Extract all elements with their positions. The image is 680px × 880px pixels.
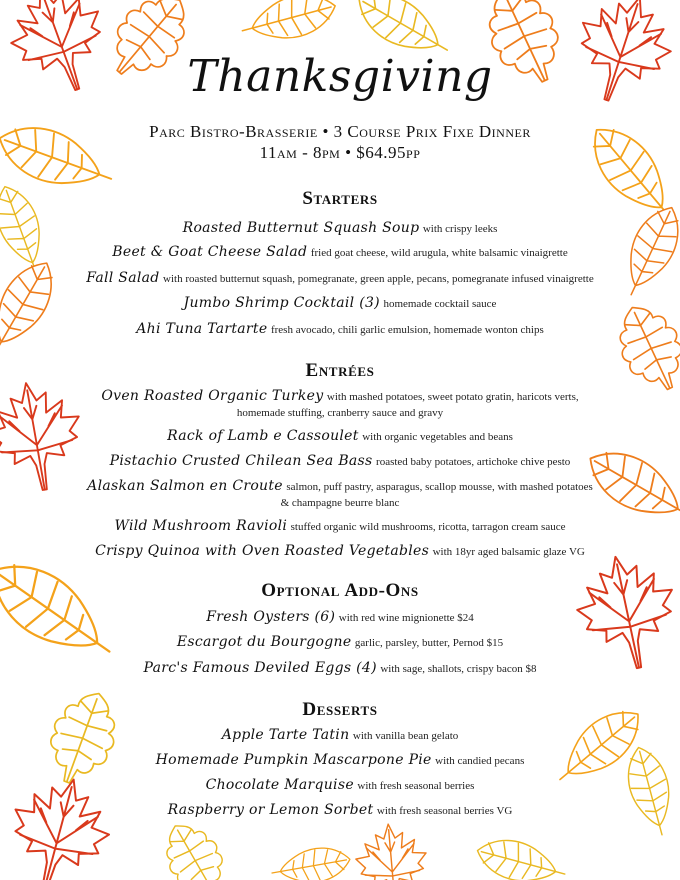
menu-item bbox=[10, 453, 670, 470]
menu-item bbox=[10, 244, 670, 261]
menu-item bbox=[10, 295, 670, 312]
item-description: stuffed organic wild mushrooms, ricotta, tarragon cream sauce bbox=[290, 521, 566, 533]
menu-item bbox=[10, 220, 670, 237]
section-heading-entrees: Entrées bbox=[305, 360, 375, 381]
item-name: Homemade Pumpkin Mascarpone Pie bbox=[155, 752, 432, 768]
item-description: fried goat cheese, wild arugula, white balsamic vinaigrette bbox=[310, 247, 568, 259]
menu-item bbox=[10, 428, 670, 445]
item-name: Parc's Famous Deviled Eggs (4) bbox=[143, 660, 377, 676]
item-name: Ahi Tuna Tartarte bbox=[136, 321, 268, 337]
item-description: roasted baby potatoes, artichoke chive pesto bbox=[376, 456, 571, 468]
section-heading-add-ons: Optional Add-Ons bbox=[261, 580, 419, 601]
menu-item bbox=[10, 388, 670, 421]
item-description: salmon, puff pastry, asparagus, scallop mousse, with mashed potatoes bbox=[286, 481, 593, 493]
item-name: Raspberry or Lemon Sorbet bbox=[167, 802, 374, 818]
menu-item bbox=[10, 634, 670, 651]
section-heading-desserts: Desserts bbox=[302, 699, 378, 720]
item-description: with red wine mignionette $24 bbox=[338, 612, 474, 624]
item-description: with fresh seasonal berries bbox=[357, 780, 475, 792]
menu-item bbox=[10, 777, 670, 794]
menu-item bbox=[10, 270, 670, 287]
item-name: Escargot du Bourgogne bbox=[176, 634, 352, 650]
item-description: with roasted butternut squash, pomegranate, green apple, pecans, pomegranate infused vinaigrette bbox=[163, 273, 594, 285]
item-description: with crispy leeks bbox=[422, 223, 498, 235]
item-name: Alaskan Salmon en Croute bbox=[87, 478, 283, 494]
menu-title: Thanksgiving bbox=[187, 51, 493, 102]
item-description: with vanilla bean gelato bbox=[352, 730, 459, 742]
item-description: with 18yr aged balsamic glaze VG bbox=[432, 546, 585, 558]
menu-item bbox=[10, 518, 670, 535]
menu-item bbox=[10, 321, 670, 338]
menu-item bbox=[10, 802, 670, 819]
item-description: homemade cocktail sauce bbox=[383, 298, 497, 310]
item-description: with mashed potatoes, sweet potato gratin, haricots verts, bbox=[326, 391, 579, 403]
item-name: Fresh Oysters (6) bbox=[206, 609, 336, 625]
menu-item bbox=[10, 543, 670, 560]
menu-item bbox=[10, 660, 670, 677]
hours-price: 11am - 8pm • $64.95pp bbox=[259, 143, 421, 162]
item-description: with organic vegetables and beans bbox=[362, 431, 513, 443]
section-heading-starters: Starters bbox=[302, 188, 378, 209]
restaurant-subtitle: Parc Bistro-Brasserie • 3 Course Prix Fixe Dinner bbox=[149, 122, 531, 141]
item-description-continued: homemade stuffing, cranberry sauce and gravy bbox=[236, 407, 444, 419]
item-description: fresh avocado, chili garlic emulsion, homemade wonton chips bbox=[270, 324, 544, 336]
item-description: with sage, shallots, crispy bacon $8 bbox=[380, 663, 537, 675]
item-description: with fresh seasonal berries VG bbox=[376, 805, 513, 817]
item-name: Crispy Quinoa with Oven Roasted Vegetables bbox=[95, 543, 430, 559]
item-name: Rack of Lamb e Cassoulet bbox=[167, 428, 359, 444]
item-description: garlic, parsley, butter, Pernod $15 bbox=[354, 637, 504, 649]
item-name: Apple Tarte Tatin bbox=[221, 727, 350, 743]
item-name: Wild Mushroom Ravioli bbox=[114, 518, 288, 534]
item-description: with candied pecans bbox=[435, 755, 525, 767]
menu-item bbox=[10, 478, 670, 511]
item-name: Oven Roasted Organic Turkey bbox=[101, 388, 324, 404]
menu-item bbox=[10, 727, 670, 744]
item-name: Jumbo Shrimp Cocktail (3) bbox=[183, 295, 380, 311]
item-name: Beet & Goat Cheese Salad bbox=[112, 244, 308, 260]
menu-item bbox=[10, 752, 670, 769]
item-name: Fall Salad bbox=[86, 270, 160, 286]
item-description-continued: & champagne beurre blanc bbox=[280, 497, 400, 509]
item-name: Chocolate Marquise bbox=[205, 777, 354, 793]
menu-item bbox=[10, 609, 670, 626]
item-name: Roasted Butternut Squash Soup bbox=[182, 220, 420, 236]
item-name: Pistachio Crusted Chilean Sea Bass bbox=[109, 453, 373, 469]
